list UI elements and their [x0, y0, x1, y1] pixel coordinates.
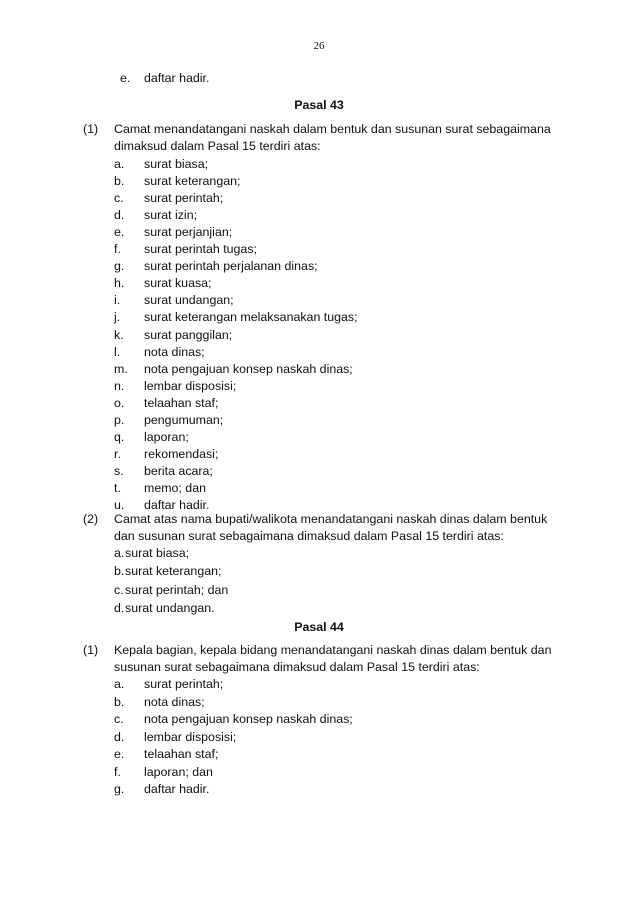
- list-item-text: surat perintah tugas;: [144, 242, 257, 257]
- list-item-letter: c.: [114, 712, 124, 726]
- list-item-letter: c.: [114, 582, 124, 597]
- page-number: 26: [313, 40, 325, 52]
- list-item-text: daftar hadir.: [144, 71, 210, 85]
- list-item-text: daftar hadir.: [144, 782, 210, 796]
- list-item-text: daftar hadir.: [144, 498, 210, 512]
- list-item-text: surat biasa;: [125, 546, 190, 560]
- list-item-letter: h.: [114, 276, 125, 291]
- list-item-letter: c.: [114, 191, 124, 206]
- pasal-43-heading: Pasal 43: [294, 98, 344, 112]
- list-item-letter: l.: [114, 344, 121, 359]
- list-item-text: surat perjanjian;: [144, 225, 233, 240]
- list-item-letter: k.: [114, 327, 124, 342]
- list-item-text: surat perintah perjalanan dinas;: [144, 259, 318, 274]
- list-item-letter: b.: [114, 174, 125, 189]
- ayat-number: (2): [83, 512, 99, 526]
- list-item-letter: o.: [114, 395, 125, 410]
- ayat-number: (1): [83, 122, 99, 136]
- list-item-letter: d.: [114, 600, 125, 615]
- list-item-letter: q.: [114, 429, 125, 444]
- list-item-letter: r.: [114, 446, 121, 461]
- pasal-44-heading: Pasal 44: [294, 620, 344, 634]
- list-item-text: surat keterangan melaksanakan tugas;: [144, 310, 358, 325]
- list-item-text: telaahan staf;: [144, 747, 219, 761]
- list-item-text: nota pengajuan konsep naskah dinas;: [144, 712, 353, 726]
- list-item-text: rekomendasi;: [144, 446, 219, 461]
- list-item-text: memo; dan: [144, 480, 206, 495]
- list-item-text: surat undangan.: [125, 600, 215, 615]
- list-item-text: surat biasa;: [144, 157, 209, 171]
- list-item-letter: m.: [114, 361, 128, 376]
- list-item-text: surat perintah;: [144, 191, 224, 206]
- list-item-text: lembar disposisi;: [144, 378, 237, 393]
- list-item-letter: t.: [114, 480, 121, 495]
- list-item-letter: d.: [114, 729, 125, 744]
- list-item-text: berita acara;: [144, 463, 213, 478]
- ayat-intro-line: dimaksud dalam Pasal 15 terdiri atas:: [114, 139, 321, 153]
- ayat-intro-line: dan susunan surat sebagaimana dimaksud dalam Pasal 15 terdiri atas:: [114, 529, 504, 543]
- list-item-text: telaahan staf;: [144, 395, 219, 410]
- list-item-text: surat keterangan;: [125, 564, 222, 579]
- list-item-letter: e.: [114, 225, 125, 240]
- list-item-letter: n.: [114, 378, 125, 393]
- list-item-letter: b.: [114, 694, 125, 709]
- list-item-letter: b.: [114, 564, 125, 579]
- list-item-text: surat keterangan;: [144, 174, 241, 189]
- list-item-text: laporan; dan: [144, 764, 213, 779]
- list-item-letter: a.: [114, 677, 125, 691]
- list-item-letter: e.: [114, 747, 125, 761]
- list-item-letter: e.: [120, 71, 131, 85]
- list-item-text: lembar disposisi;: [144, 729, 237, 744]
- list-item-letter: g.: [114, 259, 125, 274]
- list-item-text: pengumuman;: [144, 412, 224, 427]
- list-item-letter: i.: [114, 293, 121, 308]
- list-item-text: surat perintah;: [144, 677, 224, 691]
- list-item-text: surat panggilan;: [144, 327, 233, 342]
- list-item-letter: j.: [114, 310, 121, 325]
- ayat-intro-line: Camat menandatangani naskah dalam bentuk dan susunan surat sebagaimana: [114, 122, 551, 136]
- list-item-text: laporan;: [144, 429, 189, 444]
- list-item-letter: f.: [114, 764, 121, 779]
- list-item-text: surat undangan;: [144, 293, 234, 308]
- list-item-letter: d.: [114, 208, 125, 223]
- list-item-letter: p.: [114, 412, 125, 427]
- ayat-intro-line: Camat atas nama bupati/walikota menandatangani naskah dinas dalam bentuk: [114, 512, 548, 526]
- list-item-text: nota pengajuan konsep naskah dinas;: [144, 361, 353, 376]
- ayat-intro-line: Kepala bagian, kepala bidang menandatangani naskah dinas dalam bentuk dan: [114, 643, 552, 657]
- ayat-number: (1): [83, 643, 99, 657]
- list-item-text: surat perintah; dan: [125, 582, 229, 597]
- list-item-letter: u.: [114, 498, 125, 512]
- list-item-letter: f.: [114, 242, 121, 257]
- list-item-text: nota dinas;: [144, 344, 205, 359]
- list-item-letter: g.: [114, 782, 125, 796]
- list-item-letter: a.: [114, 546, 125, 560]
- ayat-intro-line: susunan surat sebagaimana dimaksud dalam Pasal 15 terdiri atas:: [114, 660, 480, 674]
- list-item-text: nota dinas;: [144, 694, 205, 709]
- list-item-letter: a.: [114, 157, 125, 171]
- list-item-text: surat izin;: [144, 208, 198, 223]
- list-item-text: surat kuasa;: [144, 276, 212, 291]
- list-item-letter: s.: [114, 463, 124, 478]
